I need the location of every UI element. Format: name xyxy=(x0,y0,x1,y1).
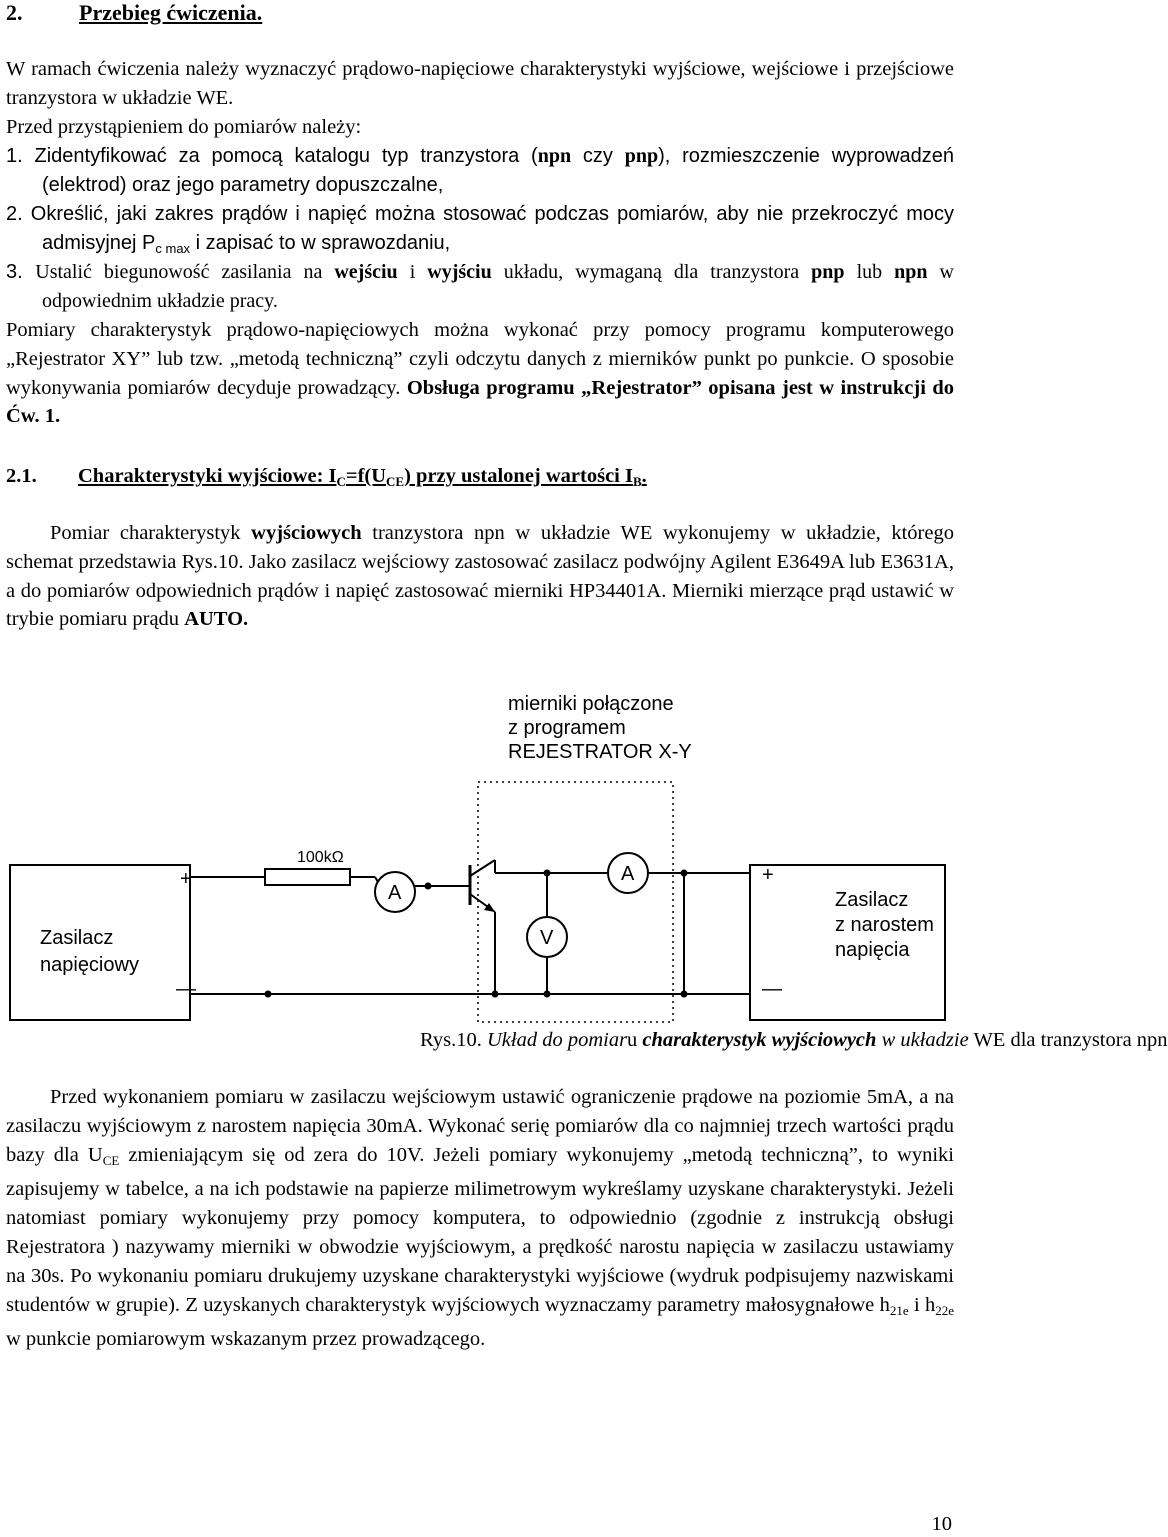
meters-note-line-3: REJESTRATOR X-Y xyxy=(508,741,692,763)
chapter-title: Przebieg ćwiczenia. xyxy=(79,0,263,25)
meters-dotted-box xyxy=(478,782,673,1022)
input-minus-sign: — xyxy=(176,978,196,1000)
step-1: 1. Zidentyfikować za pomocą katalogu typ tranzystora (npn czy pnp), rozmieszczenie wyprowadzeń (elektrod) oraz jego parametry dopuszczalne, xyxy=(6,145,955,196)
chapter-number: 2. xyxy=(6,0,23,25)
output-minus-sign: — xyxy=(762,978,782,1000)
final-paragraph: Przed wykonaniem pomiaru w zasilaczu wejściowym ustawić ograniczenie prądowe na poziomie 5mA, a na zasilaczu wyjściowym z narostem napięcia 30mA. Wykonać serię pomiarów dla co najmniej trzech wartości prądu bazy dla $U_{CE}$ zmieniającym się od zera do 10V. Jeżeli pomiary wykonujemy „metodą techniczną”, to wyniki zapisujemy w tabelce, a na ich podstawie na papierze milimetrowym wykreślamy uzyskane charakterystyki. Jeżeli natomiast pomiary wykonujemy przy pomocy komputera, to odpowiednio (zgodnie z instrukcją obsługi Rejestratora ) nazywamy mierniki w obwodzie wyjściowym, a prędkość narostu napięcia w zasilaczu ustawiamy na 30s. Po wykonaniu pomiaru drukujemy uzyskane charakterystyki wyjściowe (wydruk podpisujemy nazwiskami studentów w grupie). Z uzyskanych charakterystyk wyjściowych wyznaczamy parametry małosygnałowe $h_{21e}$ i $h_{22e}$ w punkcie pomiarowym wskazanym przez prowadzącego. xyxy=(6,1086,955,1351)
input-supply-label-2: napięciowy xyxy=(40,954,139,976)
page-number: 10 xyxy=(931,1513,952,1535)
output-plus-sign: + xyxy=(762,864,774,886)
intro-paragraph: W ramach ćwiczenia należy wyznaczyć prądowo-napięciowe charakterystyki wyjściowe, wejściowe i przejściowe tranzystora w układzie WE. xyxy=(6,58,954,109)
resistor-100k xyxy=(265,869,350,885)
step-2: 2. Określić, jaki zakres prądów i napięć można stosować podczas pomiarów, aby nie przekroczyć mocy admisyjnej $P_{c max}$ i zapisać to w sprawozdaniu, xyxy=(6,203,954,256)
circuit-diagram xyxy=(0,680,960,1025)
output-supply-label-2: z narostem xyxy=(835,914,934,936)
section-paragraph: Pomiar charakterystyk wyjściowych tranzystora npn w układzie WE wykonujemy w układzie, którego schemat przedstawia Rys.10. Jako zasilacz wejściowy zastosować zasilacz podwójny Agilent E3649A lub E3631A, a do pomiarów odpowiednich prądów i napięć zastosować mierniki HP34401A. Mierniki mierzące prąd ustawić w trybie pomiaru prądu AUTO. xyxy=(6,522,954,631)
output-supply-label-3: napięcia xyxy=(835,939,910,961)
rejestrator-note: Obsługa programu „Rejestrator” opisana jest w instrukcji do Ćw. 1. xyxy=(6,376,955,428)
intro-prerequisites: Przed przystąpieniem do pomiarów należy: xyxy=(6,116,362,138)
meters-note-line-1: mierniki połączone xyxy=(508,693,674,715)
output-supply-label-1: Zasilacz xyxy=(835,889,909,911)
base-ammeter-label: A xyxy=(388,882,402,904)
voltmeter-label: V xyxy=(540,927,554,949)
section-heading: 2.1. Charakterystyki wyjściowe: $I_C=f(U_{CE})$ przy ustalonej wartości $I_B$. xyxy=(6,465,647,489)
npn-transistor xyxy=(470,860,495,994)
figure-caption: Rys.10. Układ do pomiaru charakterystyk wyjściowych w układzie WE dla tranzystora npn xyxy=(420,1029,1168,1051)
collector-ammeter-label: A xyxy=(621,863,635,885)
input-supply-label-1: Zasilacz xyxy=(40,927,114,949)
meters-note-line-2: z programem xyxy=(508,717,626,739)
step-3: 3. Ustalić biegunowość zasilania na wejściu i wyjściu układu, wymaganą dla tranzystora pnp lub npn w odpowiednim układzie pracy. xyxy=(6,261,954,312)
input-plus-sign: + xyxy=(180,868,192,890)
chapter-heading xyxy=(6,0,262,26)
measurement-paragraph: Pomiary charakterystyk prądowo-napięciowych można wykonać przy pomocy programu komputerowego „Rejestrator XY” lub tzw. „metodą techniczną” czyli odczytu danych z mierników punkt po punkcie. O sposobie wykonywania pomiarów decyduje prowadzący. Obsługa programu „Rejestrator” opisana jest w instrukcji do Ćw. 1. xyxy=(6,319,955,428)
resistor-label: 100kΩ xyxy=(297,849,344,866)
